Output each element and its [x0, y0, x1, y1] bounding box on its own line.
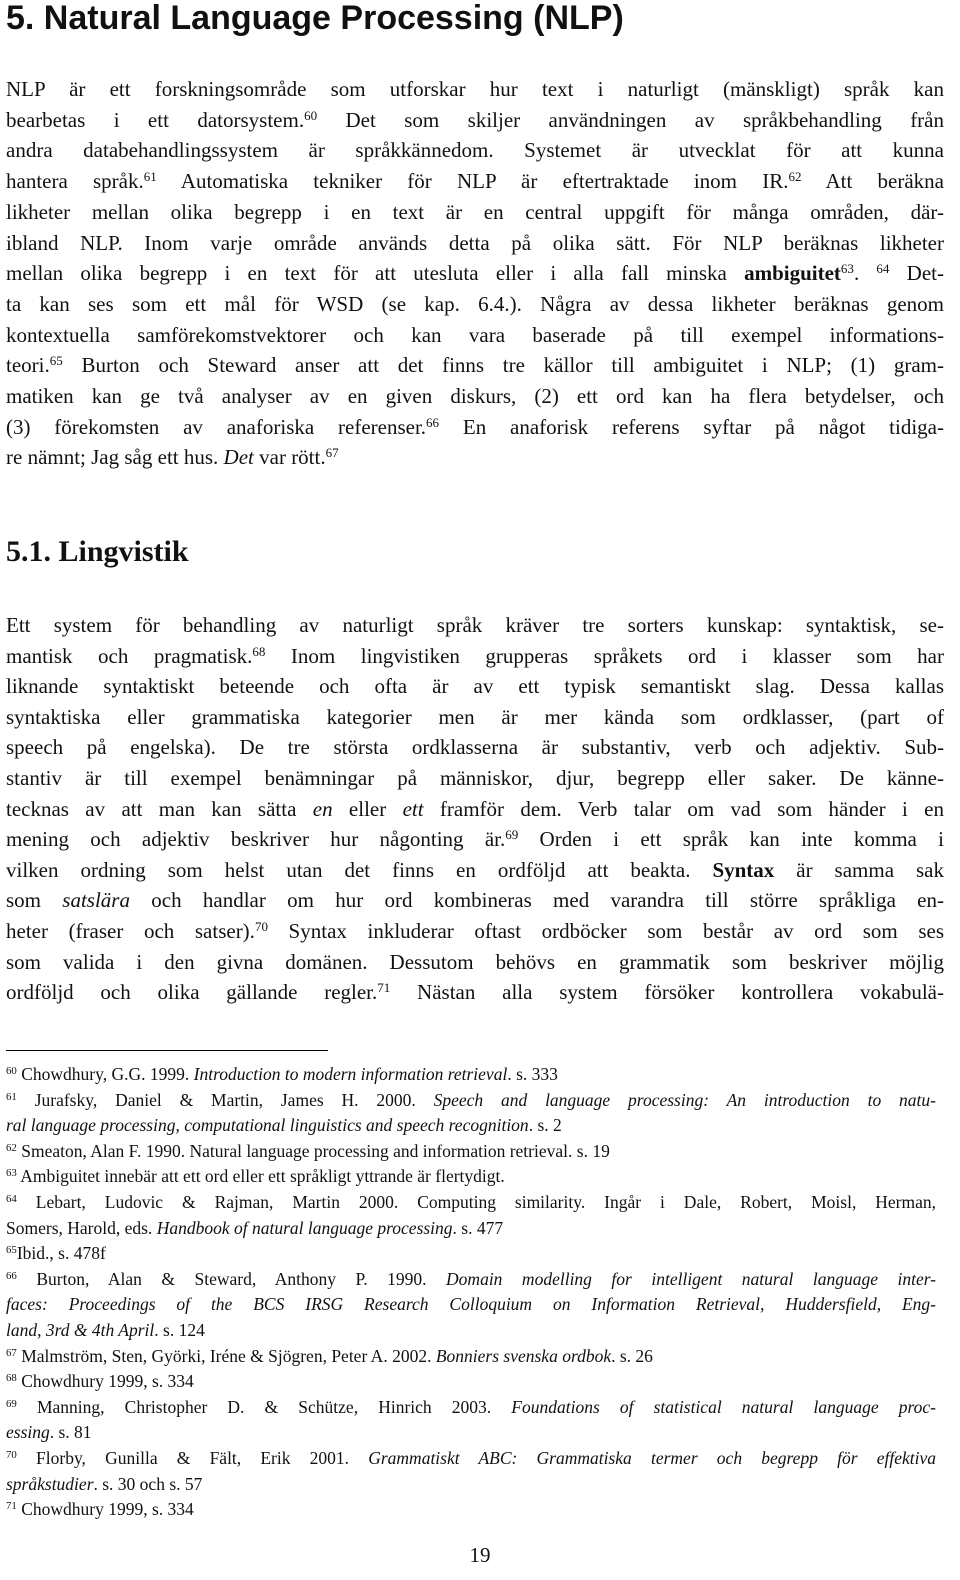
footnote-ref: 66 — [426, 414, 440, 430]
text-run: Bonniers svenska ordbok — [435, 1345, 612, 1366]
footnote-ref: 65 — [6, 1244, 17, 1257]
text-line — [6, 197, 944, 227]
footnote-line — [6, 1292, 936, 1317]
footnote-ref: 71 — [6, 1500, 17, 1513]
text-line — [6, 641, 944, 671]
text-run: land, 3rd & 4th April — [6, 1320, 155, 1340]
text-run: Speech and language processing: An introduction to natu- — [433, 1089, 936, 1110]
footnote-ref: 68 — [6, 1372, 17, 1385]
footnote-ref: 71 — [377, 980, 391, 996]
text-run: ordföljd och olika gällande regler. — [6, 980, 378, 1005]
text-run: Chowdhury, G.G. 1999. — [16, 1064, 194, 1084]
footnote-line — [6, 1420, 92, 1445]
text-run: . — [853, 261, 877, 286]
text-run: kontextuella samförekomstvektorer och kan vara baserade på till exempel informations- — [6, 322, 944, 347]
footnote-ref: 70 — [254, 918, 268, 934]
footnote-line — [6, 1062, 558, 1087]
footnote-ref: 63 — [840, 261, 854, 277]
footnote-ref: 64 — [6, 1193, 17, 1206]
text-run: matiken kan ge två analyser av en given diskurs, (2) ett ord kan ha flera betydelser, och — [6, 384, 944, 408]
footnote-line — [6, 1216, 503, 1241]
text-run: Att beräkna — [801, 169, 945, 194]
text-run: hantera språk. — [6, 169, 144, 194]
text-line — [6, 166, 944, 196]
text-line — [6, 855, 944, 885]
footnote-ref: 67 — [325, 445, 339, 461]
text-run: Introduction to modern information retrieval — [193, 1064, 508, 1084]
footnote-ref: 67 — [6, 1346, 17, 1359]
text-line — [6, 289, 944, 319]
text-line — [6, 947, 944, 977]
text-run: är samma sak — [774, 857, 945, 882]
text-line — [6, 732, 944, 762]
footnote-ref: 68 — [252, 643, 266, 659]
text-run: Ibid., s. 478f — [16, 1243, 106, 1264]
text-run: vilken ordning som helst utan det finns en ordföljd att beakta. — [6, 857, 713, 882]
footnote-line — [6, 1472, 202, 1497]
text-run: Smeaton, Alan F. 1990. Natural language processing and information retrieval. s. 19 — [16, 1140, 610, 1161]
text-run: Automatiska tekniker för NLP är eftertraktade inom IR. — [156, 169, 789, 194]
text-run: liknande syntaktiskt beteende och ofta är av ett typisk semantiskt slag. Dessa kallas — [6, 674, 944, 699]
text-run: Lebart, Ludovic & Rajman, Martin 2000. Computing similarity. Ingår i Dale, Robert, Moisl, Herman, — [16, 1192, 936, 1212]
text-line — [6, 135, 944, 165]
text-run: Burton, Alan & Steward, Anthony P. 1990. — [16, 1268, 447, 1289]
text-run: bearbetas i ett datorsystem. — [6, 107, 305, 132]
text-run: ta kan ses som ett mål för WSD (se kap. 6.4.). Några av dessa likheter beräknas genom — [6, 291, 944, 316]
text-run: Ambiguitet innebär att ett ord eller ett språkligt yttrande är flertydigt. — [16, 1166, 505, 1187]
text-line — [6, 763, 944, 793]
text-run: Grammatiskt ABC: Grammatiska termer och begrepp för effektiva — [368, 1448, 936, 1468]
footnote-line — [6, 1497, 194, 1522]
footnote-ref: 61 — [143, 168, 157, 184]
text-run: mening och adjektiv beskriver hur någonting är. — [6, 827, 506, 852]
text-run: faces: Proceedings of the BCS IRSG Research Colloquium on Information Retrieval, Huddersfield, Eng- — [6, 1294, 936, 1315]
text-run: Det som skiljer användningen av språkbehandling från — [317, 107, 944, 132]
footnote-divider — [6, 1050, 328, 1051]
text-line — [6, 350, 944, 380]
footnote-ref: 69 — [6, 1397, 17, 1410]
text-run: mellan olika begrepp i en text för att utesluta eller i alla fall minska — [6, 261, 745, 286]
footnote-line — [6, 1446, 936, 1471]
page-number: 19 — [469, 1543, 491, 1567]
text-run: stantiv är till exempel benämningar på människor, djur, begrepp eller saker. De känne- — [6, 766, 944, 790]
text-run: Domain modelling for intelligent natural language inter- — [446, 1268, 936, 1289]
footnote-line — [6, 1344, 653, 1369]
text-run: Det- — [889, 261, 944, 286]
text-run: ibland NLP. Inom varje område används detta på olika sätt. För NLP beräknas likheter — [6, 230, 944, 255]
text-run: speech på engelska). De tre största ordklasserna är substantiv, verb och adjektiv. Sub- — [6, 735, 944, 760]
text-line — [6, 412, 944, 442]
text-run: Burton och Steward anser att det finns tre källor till ambiguitet i NLP; (1) gram- — [62, 353, 944, 378]
text-run: . s. 26 — [611, 1345, 653, 1366]
text-run: teori. — [6, 353, 50, 378]
text-run: som — [6, 888, 63, 913]
text-run: Syntax — [712, 857, 775, 882]
text-line — [6, 105, 944, 135]
text-line — [6, 320, 944, 350]
text-run: Handbook of natural language processing — [156, 1217, 453, 1238]
text-run: andra databehandlingssystem är språkkännedom. Systemet är utvecklat för att kunna — [6, 138, 944, 163]
footnote-line — [6, 1113, 562, 1138]
text-run: en — [312, 796, 333, 821]
footnote-ref: 69 — [505, 827, 519, 843]
footnote-line — [6, 1395, 936, 1420]
text-run: och handlar om hur ord kombineras med varandra till större språkliga en- — [129, 888, 944, 913]
text-run: likheter mellan olika begrepp i en text är en central uppgift för många områden, där- — [6, 199, 944, 224]
text-run: ral language processing, computational linguistics and speech recognition — [6, 1115, 529, 1136]
text-line — [6, 442, 339, 472]
footnote-ref: 61 — [6, 1090, 17, 1103]
text-run: språkstudier — [6, 1473, 94, 1494]
text-line — [6, 824, 944, 854]
footnote-line — [6, 1369, 194, 1394]
text-run: . s. 81 — [49, 1422, 92, 1443]
text-run: re nämnt; Jag såg ett hus. — [6, 445, 224, 470]
text-run: ambiguitet — [744, 261, 841, 286]
text-line — [6, 228, 944, 258]
text-line — [6, 794, 944, 824]
footnote-ref: 62 — [6, 1141, 17, 1154]
text-line — [6, 671, 944, 701]
footnote-line — [6, 1190, 936, 1215]
section-title-lingvistik: 5.1. Lingvistik — [6, 535, 189, 568]
footnote-line — [6, 1318, 205, 1343]
text-run: . s. 333 — [507, 1064, 558, 1084]
footnote-line — [6, 1139, 610, 1164]
text-run: Ett system för behandling av naturligt språk kräver tre sorters kunskap: syntaktisk, se- — [6, 613, 944, 637]
footnote-ref: 64 — [876, 261, 890, 277]
text-run: Somers, Harold, eds. — [6, 1217, 157, 1238]
footnote-ref: 65 — [49, 353, 63, 369]
text-line — [6, 977, 944, 1007]
footnote-ref: 60 — [6, 1065, 17, 1078]
text-run: syntaktiska eller grammatiska kategorier men är mer kända som ordklasser, (part of — [6, 704, 944, 729]
footnote-line — [6, 1164, 505, 1189]
footnote-ref: 70 — [6, 1449, 17, 1462]
text-run: Foundations of statistical natural language proc- — [511, 1396, 936, 1417]
text-run: Orden i ett språk kan inte komma i — [518, 827, 944, 852]
text-run: Inom lingvistiken grupperas språkets ord i klasser som har — [265, 643, 944, 668]
text-run: Jurafsky, Daniel & Martin, James H. 2000. — [16, 1089, 434, 1110]
footnote-line — [6, 1267, 936, 1292]
text-run: framför dem. Verb talar om vad som händer i en — [423, 796, 944, 821]
text-run: Nästan alla system försöker kontrollera vokabulä- — [390, 980, 944, 1005]
footnote-ref: 66 — [6, 1269, 17, 1282]
text-run: . s. 477 — [452, 1217, 504, 1238]
text-line — [6, 258, 944, 288]
text-run: tecknas av att man kan sätta — [6, 796, 313, 821]
text-line — [6, 916, 944, 946]
footnote-ref: 62 — [788, 168, 802, 184]
text-run: som valida i den givna domänen. Dessutom behövs en grammatik som beskriver möjlig — [6, 949, 944, 974]
text-line — [6, 610, 944, 640]
text-run: Malmström, Sten, Györki, Iréne & Sjögren, Peter A. 2002. — [16, 1345, 436, 1366]
text-run: Chowdhury 1999, s. 334 — [16, 1499, 194, 1520]
text-run: mantisk och pragmatisk. — [6, 643, 253, 668]
text-run: Det — [223, 445, 254, 470]
text-run: . s. 124 — [154, 1320, 205, 1340]
text-run: satslära — [62, 888, 130, 913]
footnote-line — [6, 1088, 936, 1113]
text-run: . s. 2 — [528, 1115, 562, 1136]
text-run: Syntax inkluderar oftast ordböcker som består av ord som ses — [267, 919, 944, 943]
text-run: essing — [6, 1422, 50, 1443]
text-run: var rött. — [253, 445, 326, 470]
footnote-ref: 60 — [304, 107, 318, 123]
page-title: 5. Natural Language Processing (NLP) — [6, 0, 624, 37]
text-line — [6, 702, 944, 732]
text-run: Chowdhury 1999, s. 334 — [16, 1371, 194, 1392]
text-run: . s. 30 och s. 57 — [93, 1473, 203, 1494]
text-run: Florby, Gunilla & Fält, Erik 2001. — [16, 1448, 369, 1468]
text-run: (3) förekomsten av anaforiska referenser. — [6, 414, 427, 439]
text-line — [6, 74, 944, 104]
footnote-line — [6, 1241, 106, 1266]
text-run: Manning, Christopher D. & Schütze, Hinrich 2003. — [16, 1396, 512, 1417]
text-line — [6, 381, 944, 411]
text-run: NLP är ett forskningsområde som utforskar hur text i naturligt (mänskligt) språk kan — [6, 77, 944, 101]
text-run: eller — [332, 796, 403, 821]
text-line — [6, 885, 944, 915]
text-run: En anaforisk referens syftar på något tidiga- — [439, 414, 944, 439]
footnote-ref: 63 — [6, 1167, 17, 1180]
text-run: heter (fraser och satser). — [6, 919, 255, 943]
text-run: ett — [402, 796, 424, 821]
